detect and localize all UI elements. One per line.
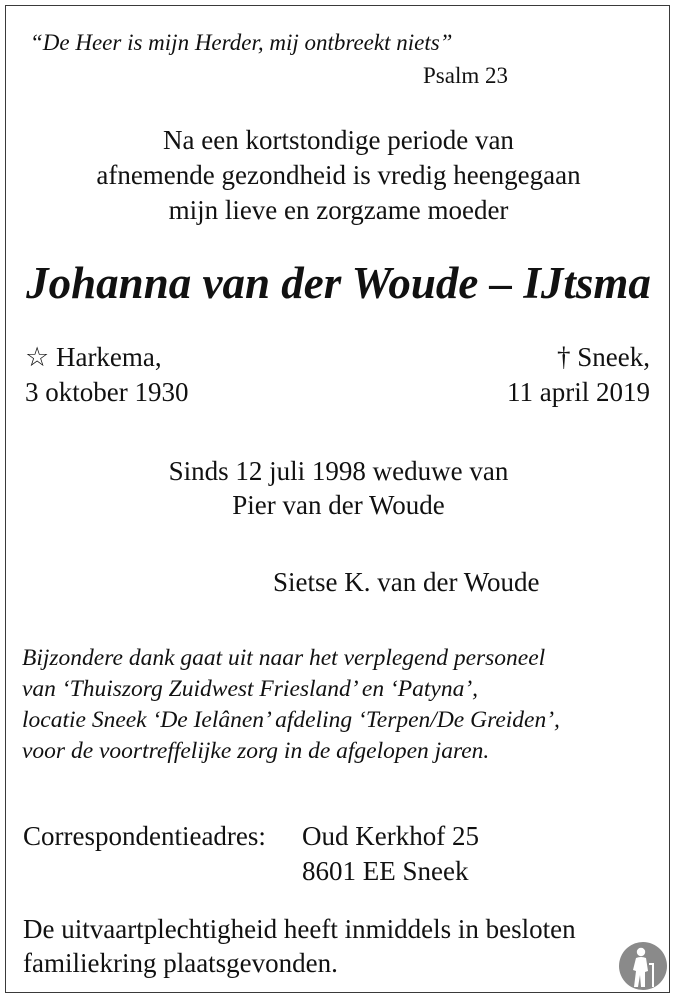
bible-quote: “De Heer is mijn Herder, mij ontbreekt niets” <box>30 30 453 55</box>
birth-place: ☆ Harkema, <box>25 342 162 372</box>
intro-text <box>6 123 671 228</box>
intro-line: Na een kortstondige periode van <box>163 125 514 155</box>
logo-head <box>637 948 645 956</box>
thanks-line: locatie Sneek ‘De Ielânen’ afdeling ‘Terpen/De Greiden’, <box>22 707 560 733</box>
thanks-text <box>22 643 560 767</box>
funeral-line: De uitvaartplechtigheid heeft inmiddels in besloten <box>23 914 576 944</box>
widowhood-line: Sinds 12 juli 1998 weduwe van <box>168 456 509 486</box>
funeral-text <box>23 912 576 980</box>
thanks-line: van ‘Thuiszorg Zuidwest Friesland’ en ‘Patyna’, <box>22 676 479 702</box>
widowhood-text <box>6 454 671 522</box>
correspondence-label: Correspondentieadres: <box>23 821 266 851</box>
thanks-line: voor de voortreffelijke zorg in de afgelopen jaren. <box>22 738 490 764</box>
deceased-name: Johanna van der Woude – IJtsma <box>26 258 651 308</box>
birth-date: 3 oktober 1930 <box>25 377 189 407</box>
widowhood-line: Pier van der Woude <box>232 490 445 520</box>
quote-reference: Psalm 23 <box>423 63 508 88</box>
death-date: 11 april 2019 <box>507 377 650 407</box>
intro-line: afnemende gezondheid is vredig heengegaan <box>96 160 581 190</box>
thanks-line: Bijzondere dank gaat uit naar het verplegend personeel <box>22 645 546 671</box>
correspondence-city: 8601 EE Sneek <box>302 856 469 886</box>
signer-name: Sietse K. van der Woude <box>273 567 540 597</box>
mourning-figure-icon <box>618 941 668 991</box>
obituary-notice <box>5 5 670 993</box>
death-place: † Sneek, <box>557 342 650 372</box>
correspondence-street: Oud Kerkhof 25 <box>302 821 479 851</box>
funeral-line: familiekring plaatsgevonden. <box>23 948 338 978</box>
intro-line: mijn lieve en zorgzame moeder <box>168 195 509 225</box>
